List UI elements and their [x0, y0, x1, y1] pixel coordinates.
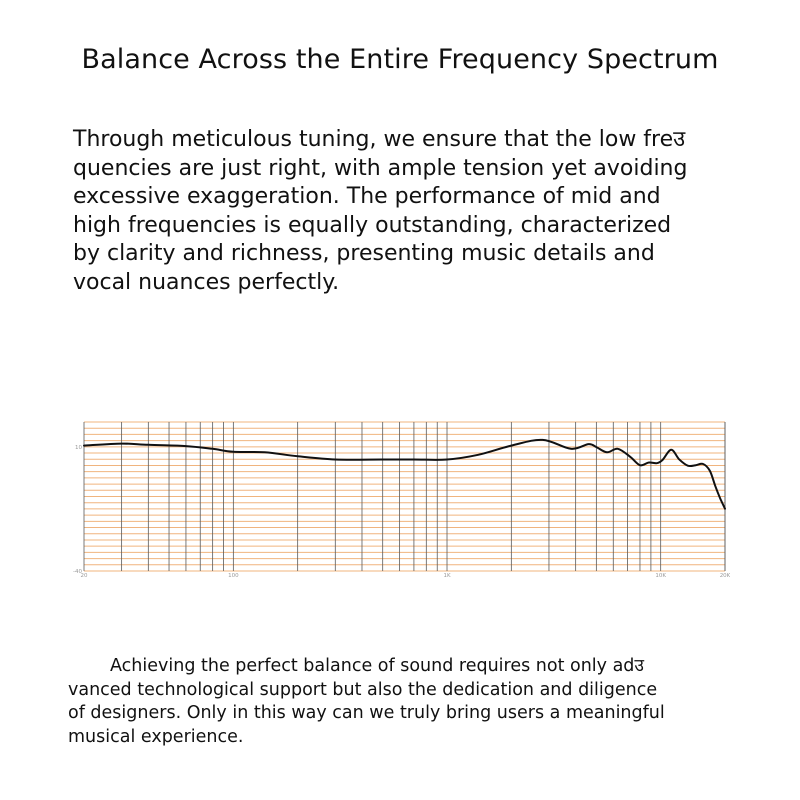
intro-line: by clarity and richness, presenting music details and: [73, 241, 655, 266]
x-tick-label: 1K: [443, 573, 451, 579]
frequency-response-line: [84, 440, 725, 509]
horizontal-gridlines: [84, 422, 725, 571]
closing-line: vanced technological support but also the dedication and diligence: [68, 679, 658, 700]
frequency-response-chart: [70, 414, 730, 584]
intro-line: quencies are just right, with ample tension yet avoiding: [73, 155, 688, 181]
intro-line: Through meticulous tuning, we ensure that the low freउ: [73, 127, 686, 152]
x-tick-label: 20: [80, 573, 88, 579]
intro-line: high frequencies is equally outstanding, characterized: [73, 212, 672, 238]
closing-paragraph: [68, 655, 768, 749]
intro-paragraph: [73, 126, 753, 297]
closing-line: Achieving the perfect balance of sound requires not only adउ: [110, 656, 645, 676]
closing-line: musical experience.: [68, 726, 244, 747]
y-tick-label: 10: [75, 444, 82, 451]
x-tick-label: 20K: [719, 573, 730, 579]
y-tick-label: -40: [73, 569, 82, 575]
x-tick-label: 100: [228, 573, 239, 579]
intro-line: vocal nuances perfectly.: [73, 269, 340, 295]
intro-line: excessive exaggeration. The performance of mid and: [73, 184, 661, 209]
page-title: Balance Across the Entire Frequency Spectrum: [81, 44, 719, 75]
x-tick-label: 10K: [655, 573, 666, 579]
closing-line: of designers. Only in this way can we truly bring users a meaningful: [68, 703, 665, 723]
